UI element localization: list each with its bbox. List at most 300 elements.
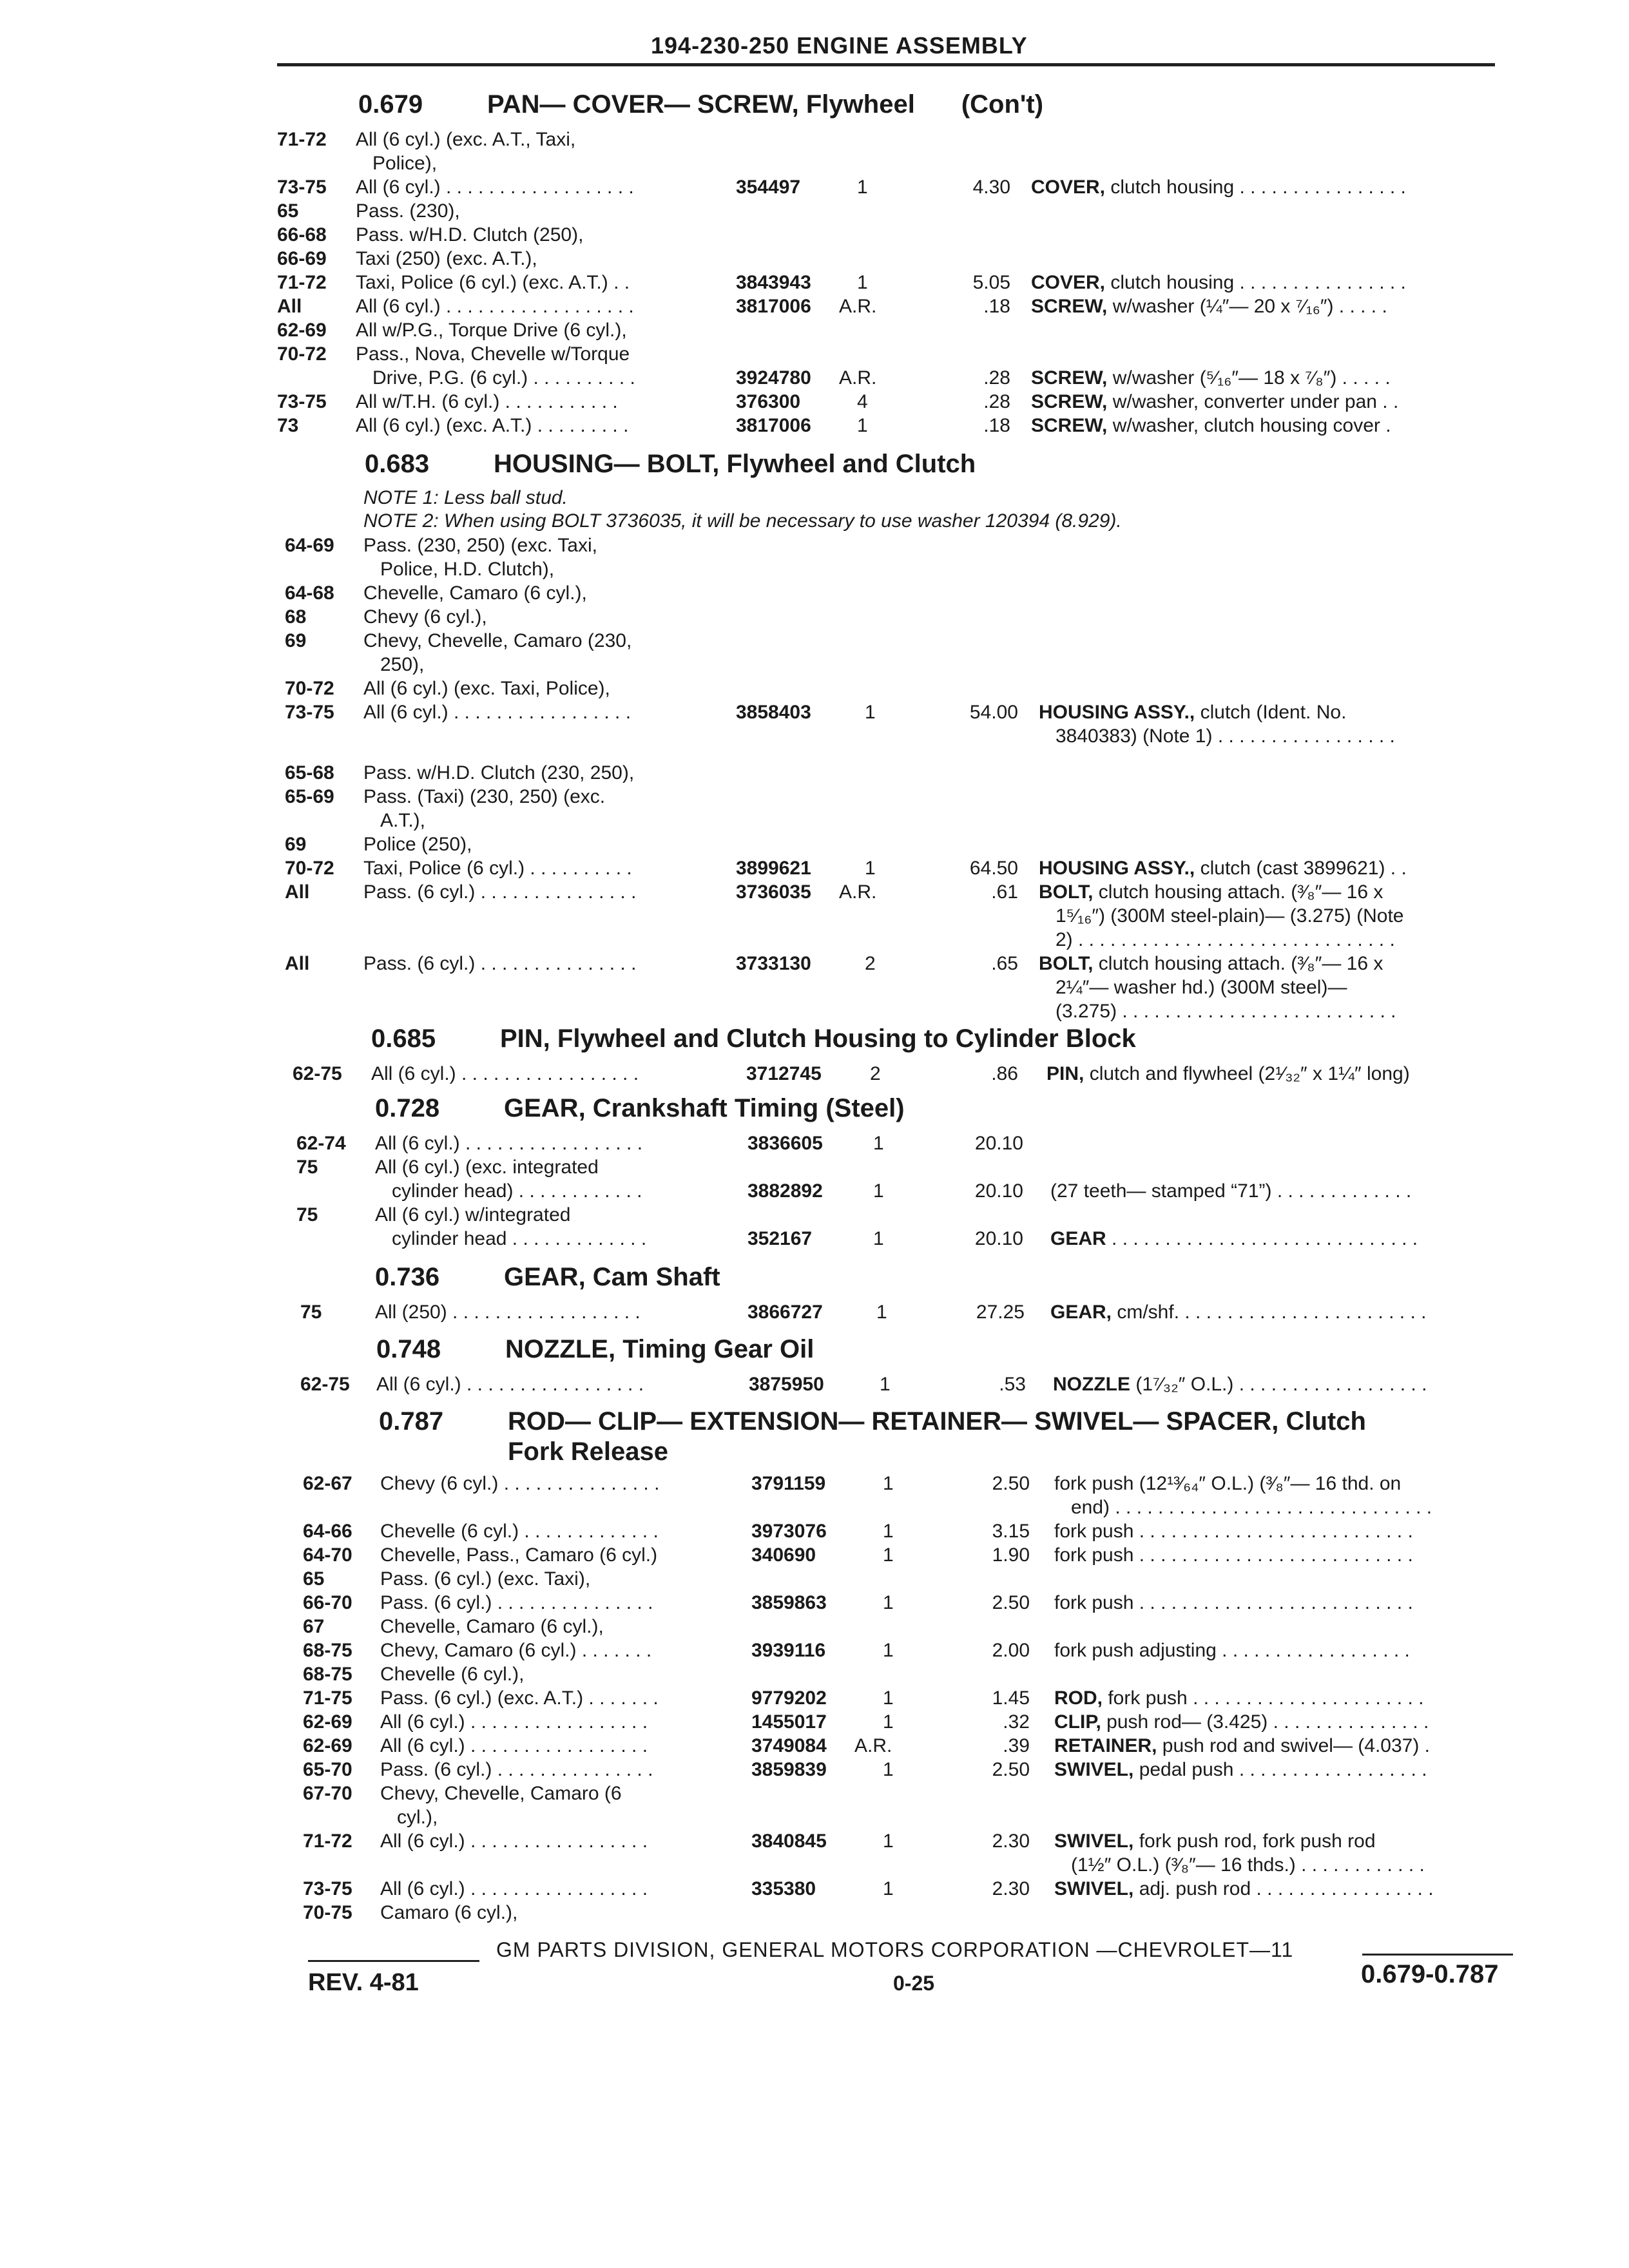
section-heading	[376, 1335, 814, 1364]
part-detail: fork push . . . . . . . . . . . . . . . . . . . . . . . . . .	[1054, 1544, 1413, 1566]
part-row	[0, 1155, 1629, 1179]
part-detail: push rod and swivel— (4.037) .	[1162, 1735, 1431, 1756]
model-year: 62-75	[293, 1063, 342, 1084]
part-detail: push rod— (3.425) . . . . . . . . . . . . . . .	[1106, 1711, 1429, 1733]
part-row	[0, 975, 1629, 999]
section-heading	[375, 1263, 720, 1292]
list-price: 20.10	[974, 1133, 1023, 1154]
part-row	[0, 1662, 1629, 1686]
part-row	[0, 1901, 1629, 1925]
part-detail: (27 teeth— stamped “71”) . . . . . . . . . . . . .	[1050, 1180, 1412, 1202]
model-application: Pass. w/H.D. Clutch (230, 250),	[363, 762, 635, 783]
model-application: All (6 cyl.) . . . . . . . . . . . . . . . . . .	[356, 296, 634, 317]
model-year: 68-75	[303, 1664, 352, 1685]
part-detail: fork push . . . . . . . . . . . . . . . . . . . . . . . . . .	[1054, 1592, 1413, 1613]
part-description	[1054, 1877, 1434, 1901]
part-row	[0, 1567, 1629, 1591]
part-row	[0, 1495, 1629, 1519]
quantity: 1	[865, 858, 876, 879]
part-row	[0, 1829, 1629, 1853]
part-detail: pedal push . . . . . . . . . . . . . . . . . .	[1139, 1759, 1427, 1780]
part-description	[1071, 1853, 1425, 1877]
list-price: 2.50	[992, 1592, 1030, 1613]
part-description	[1054, 1519, 1413, 1543]
quantity: 1	[883, 1521, 894, 1542]
model-year: 66-68	[277, 224, 327, 245]
part-row	[0, 557, 1629, 581]
model-application: Chevelle, Pass., Camaro (6 cyl.)	[380, 1544, 658, 1566]
list-price: .61	[991, 881, 1018, 903]
quantity: 1	[883, 1831, 894, 1852]
list-price: 2.30	[992, 1878, 1030, 1899]
model-application: All (6 cyl.) . . . . . . . . . . . . . . . . .	[380, 1711, 648, 1733]
part-number: 3899621	[736, 858, 811, 879]
list-price: .53	[999, 1374, 1026, 1395]
part-row	[0, 832, 1629, 856]
header-rule	[277, 63, 1495, 66]
part-description	[1055, 999, 1396, 1023]
part-row	[0, 1372, 1629, 1396]
part-description	[1054, 1758, 1427, 1782]
section-heading	[375, 1094, 905, 1123]
model-year: 70-75	[303, 1902, 352, 1923]
model-year: 65	[277, 200, 299, 222]
part-row	[0, 1179, 1629, 1203]
list-price: .65	[991, 953, 1018, 974]
model-application: Taxi, Police (6 cyl.) . . . . . . . . . .	[363, 858, 632, 879]
list-price: 20.10	[974, 1180, 1023, 1202]
part-description	[1055, 724, 1395, 748]
part-detail: 1⁵⁄₁₆″) (300M steel-plain)— (3.275) (Note	[1055, 905, 1404, 927]
part-row	[0, 247, 1629, 271]
section-heading	[358, 90, 1043, 119]
model-year: 71-72	[303, 1831, 352, 1852]
section-number: 0.685	[371, 1024, 436, 1053]
quantity: 1	[880, 1374, 891, 1395]
part-number: 3712745	[746, 1063, 822, 1084]
part-row	[0, 414, 1629, 437]
part-row	[0, 1805, 1629, 1829]
model-year: 69	[285, 630, 307, 651]
model-application: Pass. w/H.D. Clutch (250),	[356, 224, 584, 245]
quantity: 1	[883, 1759, 894, 1780]
part-description	[1046, 1062, 1410, 1086]
list-price: 20.10	[974, 1228, 1023, 1249]
model-year: 62-75	[300, 1374, 350, 1395]
model-application: All (6 cyl.) . . . . . . . . . . . . . . . . . .	[356, 177, 634, 198]
model-application: Police (250),	[363, 834, 472, 855]
part-number: 340690	[751, 1544, 816, 1566]
model-application: cylinder head . . . . . . . . . . . . .	[392, 1228, 647, 1249]
part-row	[0, 1300, 1629, 1324]
part-number: 1455017	[751, 1711, 827, 1733]
model-application: All (6 cyl.) . . . . . . . . . . . . . . . . .	[363, 702, 631, 723]
footer-section-range: 0.679-0.787	[1361, 1960, 1499, 1988]
footer-rule-left	[308, 1960, 479, 1962]
model-year: 62-67	[303, 1473, 352, 1494]
model-year: All	[285, 953, 310, 974]
section-title: PAN— COVER— SCREW, Flywheel	[487, 90, 915, 119]
part-detail: cm/shf. . . . . . . . . . . . . . . . . . . . . . . .	[1117, 1302, 1427, 1323]
model-year: 64-69	[285, 535, 334, 556]
part-description	[1054, 1591, 1413, 1615]
part-row	[0, 1615, 1629, 1639]
quantity: 1	[873, 1133, 884, 1154]
model-application: All w/P.G., Torque Drive (6 cyl.),	[356, 320, 627, 341]
list-price: 64.50	[969, 858, 1018, 879]
part-name: HOUSING ASSY.,	[1039, 702, 1195, 723]
part-detail: clutch (Ident. No.	[1200, 702, 1347, 723]
part-name: SCREW,	[1031, 415, 1108, 436]
part-description	[1055, 975, 1347, 999]
model-application: All (6 cyl.) w/integrated	[375, 1204, 571, 1225]
quantity: 1	[857, 415, 868, 436]
part-row	[0, 390, 1629, 414]
quantity: 1	[883, 1640, 894, 1661]
part-detail: clutch housing . . . . . . . . . . . . . . . .	[1110, 272, 1406, 293]
part-name: COVER,	[1031, 177, 1106, 198]
section-title: NOZZLE, Timing Gear Oil	[505, 1335, 815, 1363]
part-number: 376300	[736, 391, 801, 412]
part-number: 3875950	[749, 1374, 824, 1395]
part-row	[0, 1758, 1629, 1782]
part-row	[0, 366, 1629, 390]
part-detail: clutch (cast 3899621) . .	[1200, 858, 1407, 879]
part-row	[0, 175, 1629, 199]
model-year: All	[277, 296, 302, 317]
model-year: 70-72	[277, 343, 327, 365]
part-name: SWIVEL,	[1054, 1831, 1134, 1852]
list-price: 3.15	[992, 1521, 1030, 1542]
model-application: Chevy, Camaro (6 cyl.) . . . . . . .	[380, 1640, 652, 1661]
part-number: 3939116	[751, 1640, 826, 1661]
model-application: All w/T.H. (6 cyl.) . . . . . . . . . . .	[356, 391, 618, 412]
model-application: All (6 cyl.) . . . . . . . . . . . . . . . . .	[380, 1735, 648, 1756]
part-name: BOLT,	[1039, 953, 1094, 974]
model-application: All (6 cyl.) . . . . . . . . . . . . . . . . .	[376, 1374, 644, 1395]
model-year: 67-70	[303, 1783, 352, 1804]
model-year: 66-70	[303, 1592, 352, 1613]
list-price: 2.50	[992, 1473, 1030, 1494]
part-name: ROD,	[1054, 1687, 1103, 1709]
list-price: 2.30	[992, 1831, 1030, 1852]
part-number: 3882892	[747, 1180, 823, 1202]
model-application: Pass. (6 cyl.) . . . . . . . . . . . . . . .	[363, 953, 637, 974]
list-price: 2.00	[992, 1640, 1030, 1661]
part-row	[0, 928, 1629, 952]
part-row	[0, 1782, 1629, 1805]
model-application: Pass. (230),	[356, 200, 460, 222]
section-title: GEAR, Crankshaft Timing (Steel)	[504, 1094, 905, 1122]
footer-rule-right	[1362, 1954, 1513, 1956]
part-number: 335380	[751, 1878, 816, 1899]
part-description	[1039, 700, 1346, 724]
part-detail: clutch housing . . . . . . . . . . . . . . . .	[1110, 177, 1406, 198]
footer-revision: REV. 4-81	[308, 1969, 419, 1996]
list-price: .18	[983, 296, 1010, 317]
quantity: 1	[857, 177, 868, 198]
part-number: 3866727	[747, 1302, 823, 1323]
model-year: 64-68	[285, 582, 334, 604]
part-name: GEAR,	[1050, 1302, 1112, 1323]
part-row	[0, 677, 1629, 700]
part-number: 3859863	[751, 1592, 827, 1613]
section-number: 0.683	[365, 450, 430, 478]
section-number: 0.736	[375, 1263, 440, 1291]
section-number: 0.679	[358, 90, 423, 119]
quantity: 1	[883, 1544, 894, 1566]
model-year: 67	[303, 1616, 325, 1637]
part-row	[0, 809, 1629, 832]
part-name: COVER,	[1031, 272, 1106, 293]
part-description	[1031, 175, 1406, 199]
list-price: .32	[1003, 1711, 1030, 1733]
part-row	[0, 1203, 1629, 1227]
part-description	[1039, 880, 1383, 904]
list-price: 54.00	[969, 702, 1018, 723]
part-detail: (1⁷⁄₃₂″ O.L.) . . . . . . . . . . . . . . . . . .	[1135, 1374, 1427, 1395]
part-description	[1054, 1639, 1410, 1662]
part-name: SCREW,	[1031, 391, 1108, 412]
model-year: 62-69	[277, 320, 327, 341]
part-number: 3973076	[751, 1521, 827, 1542]
part-description	[1031, 390, 1398, 414]
model-application: Chevy, Chevelle, Camaro (230,	[363, 630, 632, 651]
quantity: 1	[883, 1711, 894, 1733]
list-price: 2.50	[992, 1759, 1030, 1780]
model-application: Chevy, Chevelle, Camaro (6	[380, 1783, 622, 1804]
model-application: Pass. (6 cyl.) . . . . . . . . . . . . . . .	[380, 1592, 653, 1613]
quantity: 4	[857, 391, 868, 412]
part-name: RETAINER,	[1054, 1735, 1157, 1756]
part-detail: 2¼″— washer hd.) (300M steel)—	[1055, 977, 1347, 998]
part-detail: w/washer, converter under pan . .	[1112, 391, 1399, 412]
part-description	[1054, 1710, 1429, 1734]
part-name: SCREW,	[1031, 367, 1108, 389]
footer-page-number: 0-25	[893, 1972, 935, 1995]
part-number: 3858403	[736, 702, 811, 723]
part-detail: 3840383) (Note 1) . . . . . . . . . . . . . . . . .	[1055, 726, 1395, 747]
list-price: .28	[983, 367, 1010, 389]
model-year: 73-75	[277, 391, 327, 412]
part-detail: fork push rod, fork push rod	[1139, 1831, 1376, 1852]
part-number: 3924780	[736, 367, 811, 389]
part-row	[0, 151, 1629, 175]
part-detail: clutch housing attach. (³⁄₈″— 16 x	[1098, 881, 1383, 903]
part-number: 3836605	[747, 1133, 823, 1154]
part-description	[1054, 1686, 1423, 1710]
model-application: A.T.),	[380, 810, 426, 831]
model-year: 65-69	[285, 786, 334, 807]
quantity: 1	[873, 1180, 884, 1202]
model-year: 75	[296, 1204, 318, 1225]
model-application: Chevy (6 cyl.),	[363, 606, 487, 628]
list-price: 1.45	[992, 1687, 1030, 1709]
quantity: 1	[883, 1687, 894, 1709]
model-application: All (6 cyl.) . . . . . . . . . . . . . . . . .	[375, 1133, 643, 1154]
part-number: 9779202	[751, 1687, 827, 1709]
part-name: BOLT,	[1039, 881, 1094, 903]
section-title: PIN, Flywheel and Clutch Housing to Cylinder Block	[500, 1024, 1136, 1053]
part-number: 352167	[747, 1228, 813, 1249]
quantity: 1	[865, 702, 876, 723]
section-note: NOTE 2: When using BOLT 3736035, it will be necessary to use washer 120394 (8.929).	[363, 510, 1122, 532]
quantity: 1	[857, 272, 868, 293]
quantity: 1	[876, 1302, 887, 1323]
section-note: NOTE 1: Less ball stud.	[363, 487, 568, 508]
section-title: HOUSING— BOLT, Flywheel and Clutch	[494, 450, 976, 478]
part-description	[1031, 294, 1387, 318]
model-application: Chevelle (6 cyl.) . . . . . . . . . . . . .	[380, 1521, 659, 1542]
part-description	[1039, 952, 1383, 975]
part-row	[0, 605, 1629, 629]
part-description	[1054, 1472, 1401, 1495]
quantity: A.R.	[839, 296, 877, 317]
model-application: Camaro (6 cyl.),	[380, 1902, 518, 1923]
model-year: 68	[285, 606, 307, 628]
part-description	[1031, 366, 1391, 390]
model-year: 70-72	[285, 858, 334, 879]
part-row	[0, 1062, 1629, 1086]
model-application: 250),	[380, 654, 425, 675]
part-detail: clutch and flywheel (2¹⁄₃₂″ x 1¼″ long)	[1089, 1063, 1410, 1084]
part-number: 354497	[736, 177, 801, 198]
model-year: 73-75	[303, 1878, 352, 1899]
model-application: All (6 cyl.) (exc. A.T., Taxi,	[356, 129, 576, 150]
part-number: 3859839	[751, 1759, 827, 1780]
part-row	[0, 581, 1629, 605]
list-price: .28	[983, 391, 1010, 412]
model-application: Chevelle, Camaro (6 cyl.),	[363, 582, 587, 604]
list-price: 27.25	[976, 1302, 1025, 1323]
part-number: 3817006	[736, 296, 811, 317]
list-price: .86	[991, 1063, 1018, 1084]
quantity: 1	[883, 1592, 894, 1613]
part-description	[1071, 1495, 1432, 1519]
section-number: 0.787	[379, 1407, 444, 1436]
list-price: .39	[1003, 1735, 1030, 1756]
part-name: SWIVEL,	[1054, 1878, 1134, 1899]
part-row	[0, 1543, 1629, 1567]
model-year: 66-69	[277, 248, 327, 269]
section-heading	[365, 450, 976, 479]
part-detail: fork push . . . . . . . . . . . . . . . . . . . . . . . . . .	[1054, 1521, 1413, 1542]
model-year: 69	[285, 834, 307, 855]
model-application: Pass. (230, 250) (exc. Taxi,	[363, 535, 597, 556]
model-application: Taxi (250) (exc. A.T.),	[356, 248, 537, 269]
section-number: 0.728	[375, 1094, 440, 1122]
model-application: Police),	[372, 153, 438, 174]
part-name: SCREW,	[1031, 296, 1108, 317]
list-price: 1.90	[992, 1544, 1030, 1566]
quantity: 2	[865, 953, 876, 974]
part-number: 3791159	[751, 1473, 826, 1494]
section-heading	[379, 1407, 1366, 1467]
model-year: 64-66	[303, 1521, 352, 1542]
part-description	[1050, 1300, 1426, 1324]
part-description	[1055, 904, 1403, 928]
part-detail: fork push adjusting . . . . . . . . . . . . . . . . . .	[1054, 1640, 1410, 1661]
model-application: cylinder head) . . . . . . . . . . . .	[392, 1180, 642, 1202]
part-row	[0, 724, 1629, 748]
part-row	[0, 1686, 1629, 1710]
part-detail: . . . . . . . . . . . . . . . . . . . . . . . . . . . . .	[1112, 1228, 1418, 1249]
quantity: A.R.	[839, 881, 877, 903]
part-description	[1039, 856, 1407, 880]
model-year: 71-75	[303, 1687, 352, 1709]
part-row	[0, 653, 1629, 677]
part-detail: w/washer (¼″— 20 x ⁷⁄₁₆″) . . . . .	[1112, 296, 1387, 317]
model-application: Drive, P.G. (6 cyl.) . . . . . . . . . .	[372, 367, 635, 389]
part-detail: 2) . . . . . . . . . . . . . . . . . . . . . . . . . . . . . .	[1055, 929, 1395, 950]
quantity: A.R.	[854, 1735, 892, 1756]
part-description	[1054, 1734, 1430, 1758]
part-detail: (3.275) . . . . . . . . . . . . . . . . . . . . . . . . . .	[1055, 1001, 1396, 1022]
model-application: All (6 cyl.) (exc. Taxi, Police),	[363, 678, 610, 699]
part-row	[0, 271, 1629, 294]
model-year: 75	[300, 1302, 322, 1323]
section-heading	[371, 1024, 1136, 1053]
part-row	[0, 1472, 1629, 1495]
part-row	[0, 904, 1629, 928]
model-application: Police, H.D. Clutch),	[380, 559, 555, 580]
part-row	[0, 1734, 1629, 1758]
model-application: Pass. (6 cyl.) (exc. A.T.) . . . . . . .	[380, 1687, 659, 1709]
section-title: ROD— CLIP— EXTENSION— RETAINER— SWIVEL— SPACER, Clutch	[508, 1407, 1366, 1436]
part-detail: clutch housing attach. (³⁄₈″— 16 x	[1098, 953, 1383, 974]
part-name: GEAR	[1050, 1228, 1106, 1249]
list-price: .18	[983, 415, 1010, 436]
part-row	[0, 1853, 1629, 1877]
model-application: All (6 cyl.) . . . . . . . . . . . . . . . . .	[380, 1831, 648, 1852]
part-number: 3736035	[736, 881, 811, 903]
part-description	[1031, 271, 1406, 294]
model-application: All (6 cyl.) . . . . . . . . . . . . . . . . .	[371, 1063, 639, 1084]
section-title-line2: Fork Release	[508, 1437, 669, 1466]
model-application: Chevelle (6 cyl.),	[380, 1664, 525, 1685]
model-year: 73-75	[277, 177, 327, 198]
model-year: 71-72	[277, 129, 327, 150]
part-row	[0, 1227, 1629, 1251]
model-application: Pass. (6 cyl.) . . . . . . . . . . . . . . .	[380, 1759, 653, 1780]
part-detail: end) . . . . . . . . . . . . . . . . . . . . . . . . . . . . . .	[1071, 1497, 1432, 1518]
model-application: Taxi, Police (6 cyl.) (exc. A.T.) . .	[356, 272, 630, 293]
model-year: 65	[303, 1568, 325, 1590]
model-year: 65-70	[303, 1759, 352, 1780]
part-row	[0, 629, 1629, 653]
part-row	[0, 318, 1629, 342]
part-number: 3843943	[736, 272, 811, 293]
model-year: 70-72	[285, 678, 334, 699]
part-description	[1055, 928, 1395, 952]
model-application: All (250) . . . . . . . . . . . . . . . . . .	[375, 1302, 641, 1323]
part-row	[0, 856, 1629, 880]
part-description	[1031, 414, 1391, 437]
part-detail: w/washer, clutch housing cover .	[1112, 415, 1391, 436]
part-name: NOZZLE	[1053, 1374, 1130, 1395]
model-year: 65-68	[285, 762, 334, 783]
list-price: 5.05	[972, 272, 1010, 293]
part-description	[1050, 1227, 1418, 1251]
quantity: 1	[883, 1473, 894, 1494]
page-header-title: 194-230-250 ENGINE ASSEMBLY	[651, 32, 1028, 59]
model-year: 62-69	[303, 1735, 352, 1756]
model-year: 73-75	[285, 702, 334, 723]
part-name: CLIP,	[1054, 1711, 1101, 1733]
part-row	[0, 1519, 1629, 1543]
part-detail: fork push . . . . . . . . . . . . . . . . . . . . . .	[1108, 1687, 1424, 1709]
quantity: 1	[883, 1878, 894, 1899]
